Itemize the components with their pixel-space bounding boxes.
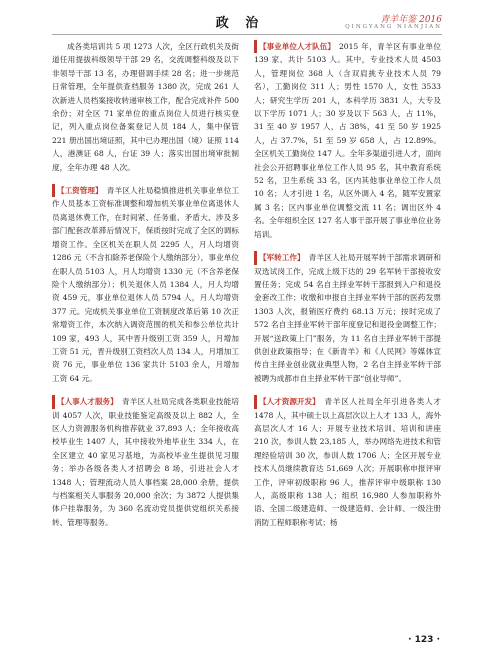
section-body: 青羊区人社局全年引进各类人才 1478 人，其中硕士以上高层次以上人才 133 人，海外高层次人才 16 人；开展专业技术培训、培训和讲座 210 次，参训人数 23,185 人，举办网络先进技术和管理经验培训 30 次，参训人数 1706 人；全区开展专业技术人员继续教育达 51,669 人次；开展职称申报评审工作，评审初级职称 96 人，推荐评审中级职称 130 人，高级职称 138 人；组织 16,980 人参加职称外语、全国二级建造师、一级建造师、会计师、一级注册消防工程师职称考试；杨 — [254, 397, 441, 527]
section-heading: 【工资管理】 — [52, 184, 103, 197]
continued-paragraph: 成各类培训共 5 项 1273 人次，全区行政机关及街道任用提拔科级领导干部 29 名，交流调整科级及以下非领导干部 13 名，办理借调手续 28 名；进一步规范日常管理，全年提供查档服务 1380 次，完成 261 人次新进人员档案接收转递审核工作，配合完成补件 500 余份；对全区 71 家单位的重点岗位人员进行核实登记，列入重点岗位备案登记人员 184 人，集中保管 221 册出国出境证照，其中已办理出国（境）证照 114 人，港澳证 68 人，台证 39 人；落实出国出境审批制度，全年办理 48 人次。 — [52, 42, 239, 172]
section-military-transfer — [254, 251, 441, 385]
section-wage-management — [52, 184, 239, 385]
yearbook-brand: 青羊年鉴 2016 — [380, 15, 442, 25]
section-talent-services — [52, 395, 239, 529]
left-column — [52, 40, 239, 533]
section-talent-development — [254, 395, 441, 529]
section-body: 青羊区人社局开展军转干部需求调研和双选试岗工作，完成上级下达的 29 名军转干部接收安置任务；完成 54 名自主择业军转干部报到入户和退役金套改工作；收缴和申报自主择业军转干部的医药发票 1303 人次，报销医疗费约 68.13 万元；按时完成了 572 名自主择业军转干部年度登记和退役金调整工作；开展“送政策上门”服务，为 11 名自主择业军转干部提供创业政策指导；在《新青羊》和《人民网》等媒体宣传自主择业创业就业典型人物，2 名自主择业军转干部被聘为成都市自主择业军转干部“创业导师”。 — [254, 253, 441, 383]
header-divider — [52, 34, 442, 35]
section-heading: 【军转工作】 — [254, 251, 305, 264]
section-institution-talent — [254, 40, 441, 241]
section-heading: 【人事人才服务】 — [52, 395, 118, 408]
section-heading: 【人才资源开发】 — [254, 395, 320, 408]
yearbook-subtitle: QINGYANG NIANJIAN — [345, 24, 442, 30]
section-title: 政 治 — [215, 16, 265, 31]
section-heading: 【事业单位人才队伍】 — [254, 40, 335, 53]
section-body: 2015 年，青羊区有事业单位 139 家、共计 5103 人。其中，专业技术人员 4503 人，管理岗位 368 人（含双肩挑专业技术人员 79 名），工勤岗位 311 人；男性 1570 人，女性 3533 人；研究生学历 201 人，本科学历 3831 人，大专及以下学历 1071 人；30 岁及以下 563 人，占 11%，31 至 40 岁 1957 人，占 38%，41 至 50 岁 1925 人，占 37.7%，51 至 59 岁 658 人，占 12.89%。全区机关工勤岗位 147 人。全年多渠道引进人才，面向社会公开招聘事业单位工作人员 95 名，其中教育系统 52 名，卫生系统 33 名，区内其他事业单位工作人员 10 名；人才引进 1 名，从区外调入 4 名，随军安置家属 3 名；区内事业单位调整交流 11 名；调出区外 4 名。全年组织全区 127 名人事干部开展了事业单位业务培训。 — [254, 42, 441, 239]
section-body: 青羊区人社局稳慎推进机关事业单位工作人员基本工资标准调整和增加机关事业单位离退休人员离退休费工作，在时间紧、任务重、矛盾大、涉及多部门配套改革滞后情况下，保质按时完成了全区的调标增资工作。全区机关在职人员 2295 人，月人均增资 1286 元（不含扣除养老保险个人缴纳部分），事业单位在职人员 5103 人，月人均增资 1330 元（不含养老保险个人缴纳部分）；机关退休人员 1384 人，月人均增资 459 元，事业单位退休人员 5794 人，月人均增资 377 元。完成机关事业单位工资制度改革后第 10 次正常增资工作，本次纳入调资范围的机关和参公单位共计 109 家，493 人，其中晋升级别工资 359 人，月增加工资 51 元，晋升级别工资档次人员 134 人，月增加工资 76 元，事业单位 136 家共计 5103 余人，月增加工资 64 元。 — [52, 186, 239, 383]
right-column — [254, 40, 441, 533]
page-number: · 123 · — [408, 635, 440, 645]
section-body: 青羊区人社局完成各类职业技能培训 4057 人次，职业技能鉴定高级及以上 882 人，全区人力资源服务机构推荐就业 37,893 人；全年接收高校毕业生 1407 人，其中接收外地毕业生 334 人，在全区建立 40 家见习基地，为高校毕业生提供见习服务；举办各级各类人才招聘会 8 场，引进社会人才 1348 人；管理流动人员人事档案 28,000 余册，提供与档案相关人事服务 20,000 余次；为 3872 人提供集体户挂靠服务，为 360 名流动党员提供党组织关系接转、管理等服务。 — [52, 397, 239, 527]
